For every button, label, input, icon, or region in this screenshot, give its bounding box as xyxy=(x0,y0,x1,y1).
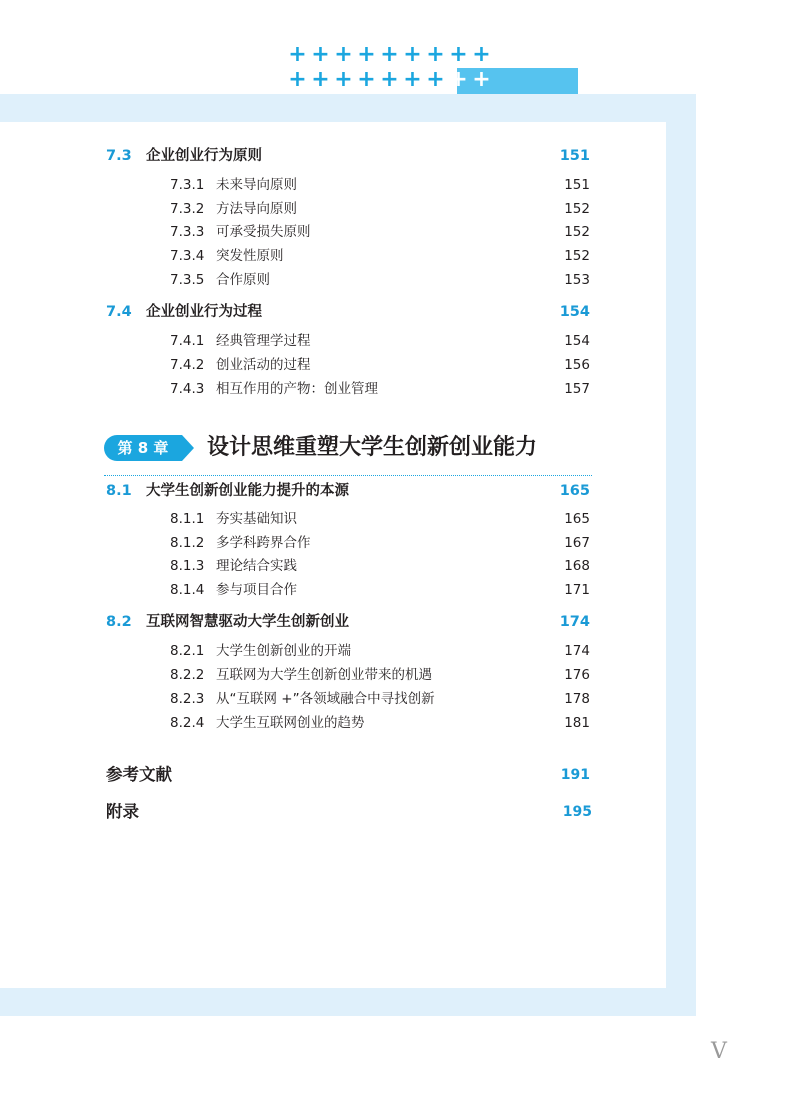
subsection-page: 154 xyxy=(564,333,590,349)
subsection-page: 167 xyxy=(564,535,590,551)
subsection-title: 创业活动的过程 xyxy=(216,357,311,373)
toc-subsection[interactable] xyxy=(0,531,800,555)
plus-icon: + xyxy=(403,66,422,92)
subsection-number: 8.1.4 xyxy=(170,582,205,598)
toc-subsection[interactable] xyxy=(0,329,800,353)
plus-icon: + xyxy=(311,41,330,67)
toc-back-matter[interactable] xyxy=(0,763,800,787)
section-page: 151 xyxy=(559,148,590,164)
subsection-number: 7.4.2 xyxy=(170,357,205,373)
subsection-title: 参与项目合作 xyxy=(216,582,297,598)
subsection-number: 8.2.1 xyxy=(170,643,205,659)
subsection-number: 7.3.1 xyxy=(170,177,205,193)
plus-icon: + xyxy=(472,66,491,92)
toc-subsection[interactable] xyxy=(0,197,800,221)
back-matter-title: 参考文献 xyxy=(106,765,172,784)
section-title: 互联网智慧驱动大学生创新创业 xyxy=(146,614,349,630)
back-matter-page: 191 xyxy=(560,767,590,783)
toc-section[interactable] xyxy=(0,479,800,503)
back-matter-title: 附录 xyxy=(106,802,139,821)
subsection-title: 未来导向原则 xyxy=(216,177,297,193)
subsection-title: 互联网为大学生创新创业带来的机遇 xyxy=(216,667,432,683)
subsection-title: 理论结合实践 xyxy=(216,558,297,574)
subsection-page: 168 xyxy=(564,558,590,574)
section-page: 154 xyxy=(559,304,590,320)
badge-arrow xyxy=(182,435,194,461)
plus-icon: + xyxy=(334,66,353,92)
subsection-title: 大学生创新创业的开端 xyxy=(216,643,351,659)
chapter-badge: 第 8 章 xyxy=(104,435,182,461)
toc-subsection[interactable] xyxy=(0,687,800,711)
subsection-title: 方法导向原则 xyxy=(216,201,297,217)
plus-icon: + xyxy=(449,41,468,67)
plus-icon: + xyxy=(426,66,445,92)
toc-subsection[interactable] xyxy=(0,711,800,735)
subsection-title: 夯实基础知识 xyxy=(216,511,297,527)
plus-icon: + xyxy=(403,41,422,67)
plus-icon: + xyxy=(357,41,376,67)
section-page: 165 xyxy=(559,483,590,499)
toc-section[interactable] xyxy=(0,144,800,168)
subsection-page: 178 xyxy=(564,691,590,707)
plus-icon: + xyxy=(334,41,353,67)
subsection-number: 8.2.4 xyxy=(170,715,205,731)
subsection-title: 多学科跨界合作 xyxy=(216,535,311,551)
section-page: 174 xyxy=(559,614,590,630)
subsection-number: 8.1.1 xyxy=(170,511,205,527)
plus-pattern xyxy=(286,42,516,92)
toc-subsection[interactable] xyxy=(0,578,800,602)
back-matter-page: 195 xyxy=(562,804,592,820)
subsection-number: 8.2.2 xyxy=(170,667,205,683)
section-number: 7.3 xyxy=(106,148,132,164)
subsection-number: 7.3.5 xyxy=(170,272,205,288)
chapter-heading[interactable] xyxy=(104,434,604,462)
subsection-number: 8.1.3 xyxy=(170,558,205,574)
subsection-title: 经典管理学过程 xyxy=(216,333,311,349)
subsection-page: 156 xyxy=(564,357,590,373)
toc-subsection[interactable] xyxy=(0,507,800,531)
subsection-page: 181 xyxy=(564,715,590,731)
subsection-number: 8.2.3 xyxy=(170,691,205,707)
subsection-title: 可承受损失原则 xyxy=(216,224,311,240)
subsection-page: 165 xyxy=(564,511,590,527)
subsection-page: 152 xyxy=(564,248,590,264)
toc-subsection[interactable] xyxy=(0,220,800,244)
section-title: 大学生创新创业能力提升的本源 xyxy=(146,483,349,499)
plus-icon: + xyxy=(311,66,330,92)
toc-subsection[interactable] xyxy=(0,244,800,268)
subsection-title: 相互作用的产物：创业管理 xyxy=(216,381,378,397)
section-title: 企业创业行为原则 xyxy=(146,148,262,164)
toc-subsection[interactable] xyxy=(0,377,800,401)
plus-icon: + xyxy=(288,66,307,92)
toc-subsection[interactable] xyxy=(0,173,800,197)
toc-section[interactable] xyxy=(0,300,800,324)
toc-subsection[interactable] xyxy=(0,268,800,292)
subsection-page: 153 xyxy=(564,272,590,288)
subsection-number: 7.3.4 xyxy=(170,248,205,264)
subsection-page: 151 xyxy=(564,177,590,193)
section-number: 7.4 xyxy=(106,304,132,320)
subsection-title: 大学生互联网创业的趋势 xyxy=(216,715,365,731)
subsection-page: 171 xyxy=(564,582,590,598)
subsection-page: 152 xyxy=(564,224,590,240)
section-number: 8.2 xyxy=(106,614,132,630)
subsection-page: 174 xyxy=(564,643,590,659)
subsection-page: 176 xyxy=(564,667,590,683)
page-number: V xyxy=(711,1039,727,1064)
subsection-number: 7.3.2 xyxy=(170,201,205,217)
plus-icon: + xyxy=(472,41,491,67)
subsection-number: 7.4.3 xyxy=(170,381,205,397)
subsection-number: 7.4.1 xyxy=(170,333,205,349)
subsection-title: 合作原则 xyxy=(216,272,270,288)
toc-subsection[interactable] xyxy=(0,353,800,377)
plus-icon: + xyxy=(380,41,399,67)
plus-icon: + xyxy=(426,41,445,67)
toc-section[interactable] xyxy=(0,610,800,634)
plus-icon: + xyxy=(357,66,376,92)
plus-icon: + xyxy=(449,66,468,92)
toc-subsection[interactable] xyxy=(0,554,800,578)
toc-subsection[interactable] xyxy=(0,639,800,663)
toc-subsection[interactable] xyxy=(0,663,800,687)
chapter-title: 设计思维重塑大学生创新创业能力 xyxy=(207,434,538,460)
subsection-number: 7.3.3 xyxy=(170,224,205,240)
section-title: 企业创业行为过程 xyxy=(146,304,262,320)
subsection-title: 从“互联网 +”各领域融合中寻找创新 xyxy=(216,691,435,707)
plus-icon: + xyxy=(288,41,307,67)
plus-icon: + xyxy=(380,66,399,92)
chapter-divider xyxy=(104,475,592,476)
subsection-title: 突发性原则 xyxy=(216,248,284,264)
subsection-page: 152 xyxy=(564,201,590,217)
subsection-page: 157 xyxy=(564,381,590,397)
toc-back-matter[interactable] xyxy=(0,800,800,824)
section-number: 8.1 xyxy=(106,483,132,499)
subsection-number: 8.1.2 xyxy=(170,535,205,551)
